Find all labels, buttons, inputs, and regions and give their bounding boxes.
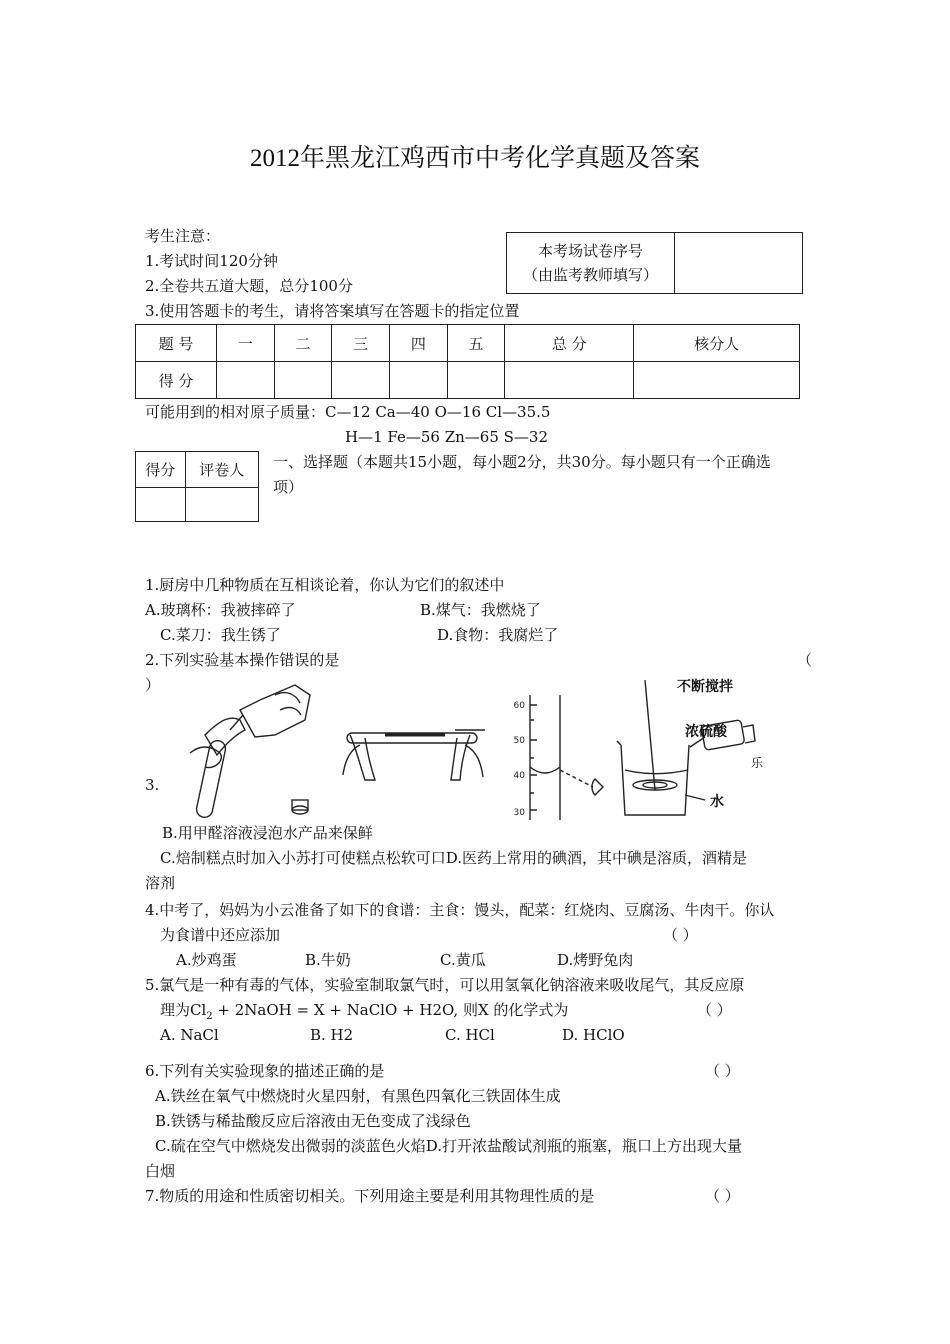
q1-option-d: D.食物：我腐烂了 [437, 626, 559, 644]
q5-answer-paren[interactable]: （ ） [697, 1001, 732, 1019]
score-header: 三 [332, 325, 390, 362]
q4-option-c: C.黄瓜 [440, 951, 486, 969]
q1-option-b: B.煤气：我燃烧了 [420, 601, 541, 619]
q6-stem: 6.下列有关实验现象的描述正确的是 [145, 1062, 385, 1080]
q4-option-d: D.烤野兔肉 [557, 951, 634, 969]
section1-heading-line2: 项） [273, 478, 304, 496]
serial-number-cell[interactable] [675, 233, 803, 294]
q5-equation-sub: 2 [206, 1011, 213, 1022]
q5-option-c: C. HCl [445, 1026, 495, 1044]
acid-dilution-illustration [617, 680, 755, 815]
notice-item-1: 1.考试时间120分钟 [145, 252, 278, 270]
q2-stem: 2.下列实验基本操作错误的是 [145, 651, 340, 669]
score-header: 一 [217, 325, 275, 362]
cylinder-tick-60: 60 [513, 701, 525, 711]
q3-option-c-line1: C.焙制糕点时加入小苏打可使糕点松软可口D.医药上常用的碘酒，其中碘是溶质，酒精是 [160, 849, 747, 867]
atomic-masses-line2: H—1 Fe—56 Zn—65 S—32 [345, 428, 549, 446]
q5-equation-post: + 2NaOH = X + NaClO + H2O, 则X 的化学式为 [212, 1001, 569, 1019]
q5-equation-pre: 理为Cl [160, 1001, 207, 1019]
q5-option-b: B. H2 [310, 1026, 354, 1044]
q4-option-b: B.牛奶 [305, 951, 351, 969]
serial-label-line1: 本考场试卷序号 [537, 242, 643, 260]
q3-number: 3. [145, 776, 160, 794]
q4-stem-line1: 4.中考了，妈妈为小云准备了如下的食谱：主食：馒头，配菜：红烧肉、豆腐汤、牛肉干。你认 [145, 901, 775, 919]
pouring-liquid-illustration [190, 685, 310, 819]
q7-stem: 7.物质的用途和性质密切相关。下列用途主要是利用其物理性质的是 [145, 1187, 595, 1205]
q4-option-a: A.炒鸡蛋 [176, 951, 237, 969]
q1-option-a: A.玻璃杯：我被摔碎了 [145, 601, 296, 619]
score-header: 题 号 [136, 325, 217, 362]
cylinder-tick-50: 50 [513, 736, 525, 746]
q2-paren-open: （ [797, 651, 813, 669]
label-edge: 乐 [751, 756, 764, 770]
score-header: 总 分 [505, 325, 634, 362]
cylinder-tick-30: 30 [513, 808, 525, 818]
q4-stem-line2: 为食谱中还应添加 [160, 926, 281, 944]
score-cell[interactable] [390, 362, 448, 399]
page-title: 2012年黑龙江鸡西市中考化学真题及答案 [249, 145, 700, 172]
grader-score-cell[interactable] [136, 488, 186, 522]
section1-heading-line1: 一、选择题（本题共15小题，每小题2分，共30分。每小题只有一个正确选 [273, 453, 771, 471]
serial-label-line2: （由监考教师填写） [522, 266, 658, 284]
q6-option-c-line2: 白烟 [145, 1162, 176, 1180]
experiment-figure [185, 675, 765, 820]
q7-answer-paren[interactable]: （ ） [705, 1187, 740, 1205]
q5-option-a: A. NaCl [160, 1026, 219, 1044]
q1-option-c: C.菜刀：我生锈了 [160, 626, 281, 644]
q6-answer-paren[interactable]: （ ） [705, 1062, 740, 1080]
cylinder-tick-40: 40 [513, 771, 525, 781]
grader-name-cell[interactable] [185, 488, 258, 522]
atomic-masses-line1: 可能用到的相对原子质量：C—12 Ca—40 O—16 Cl—35.5 [145, 403, 551, 421]
score-row-label: 得 分 [136, 362, 217, 399]
serial-number-box [506, 232, 803, 294]
q3-option-c-line2: 溶剂 [145, 874, 176, 892]
q5-option-d: D. HClO [562, 1026, 625, 1044]
score-cell[interactable] [505, 362, 634, 399]
score-cell[interactable] [447, 362, 505, 399]
q6-option-a: A.铁丝在氧气中燃烧时火星四射，有黑色四氧化三铁固体生成 [155, 1087, 561, 1105]
label-stir: 不断搅拌 [677, 679, 733, 695]
grader-box [135, 451, 259, 522]
score-header: 四 [390, 325, 448, 362]
notice-item-2: 2.全卷共五道大题，总分100分 [145, 277, 353, 295]
q6-option-c-line1: C.硫在空气中燃烧发出微弱的淡蓝色火焰D.打开浓盐酸试剂瓶的瓶塞，瓶口上方出现大量 [155, 1137, 742, 1155]
notice-heading: 考生注意： [145, 227, 221, 245]
graduated-cylinder-illustration [514, 695, 603, 820]
q6-option-b: B.铁锈与稀盐酸反应后溶液由无色变成了浅绿色 [155, 1112, 471, 1130]
q3-option-b: B.用甲醛溶液浸泡水产品来保鲜 [162, 824, 373, 842]
notice-item-3: 3.使用答题卡的考生，请将答案填写在答题卡的指定位置 [145, 302, 520, 320]
score-header: 核分人 [634, 325, 800, 362]
test-tube-hands-illustration [343, 730, 485, 780]
score-table [135, 324, 800, 399]
label-water: 水 [710, 794, 724, 810]
score-header: 二 [274, 325, 332, 362]
score-cell[interactable] [274, 362, 332, 399]
q4-answer-paren[interactable]: （ ） [663, 926, 698, 944]
score-cell[interactable] [634, 362, 800, 399]
q1-stem: 1.厨房中几种物质在互相谈论着，你认为它们的叙述中 [145, 576, 505, 594]
serial-label [507, 233, 675, 294]
score-header: 五 [447, 325, 505, 362]
q5-stem-line1: 5.氯气是一种有毒的气体，实验室制取氯气时，可以用氢氧化钠溶液来吸收尾气，其反应原 [145, 976, 745, 994]
grader-name-label: 评卷人 [185, 452, 258, 488]
label-concentrated-acid: 浓硫酸 [685, 724, 727, 740]
q2-paren-close: ） [145, 676, 161, 694]
score-cell[interactable] [217, 362, 275, 399]
grader-score-label: 得分 [136, 452, 186, 488]
q5-stem-line2 [160, 1003, 568, 1022]
score-cell[interactable] [332, 362, 390, 399]
